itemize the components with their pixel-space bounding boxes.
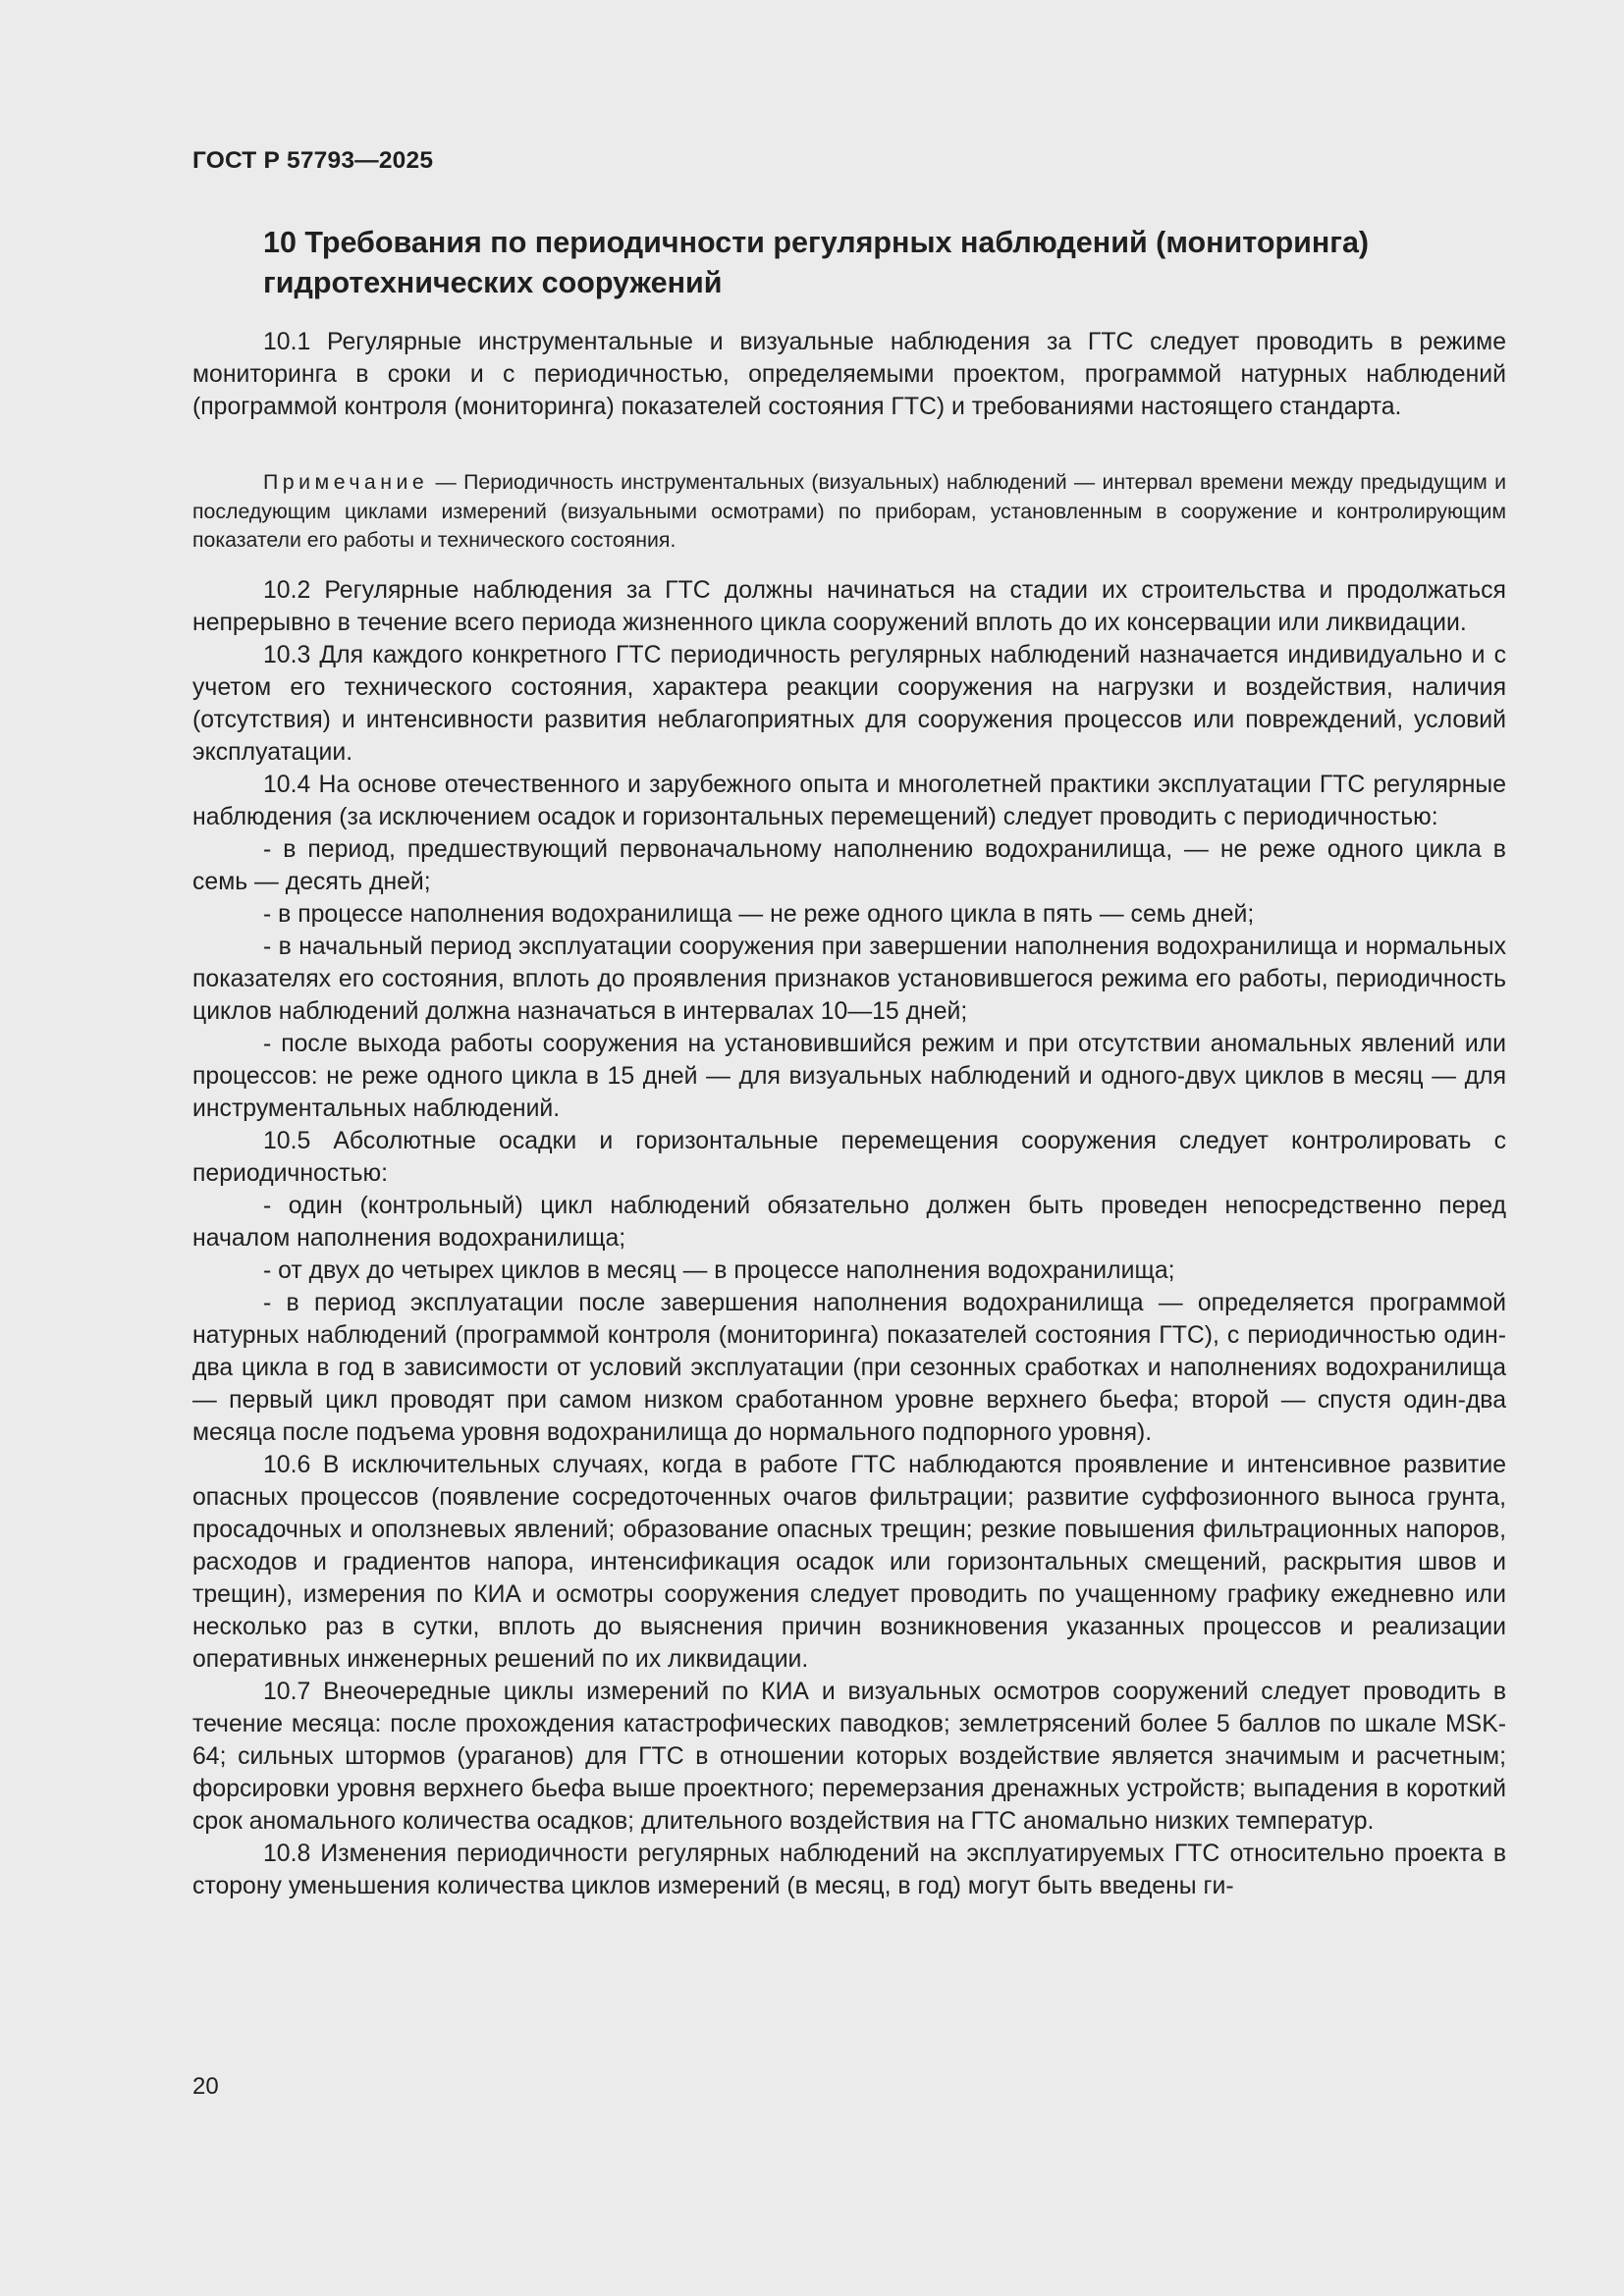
list-item: - в период, предшествующий первоначальному наполнению водохранилища, — не реже одного цикла в семь — десять дней; [192,836,1506,895]
paragraph-10-2: 10.2 Регулярные наблюдения за ГТС должны начинаться на стадии их строительства и продолжаться непрерывно в течение всего периода жизненного цикла сооружений вплоть до их консервации или ликвидации. [192,577,1506,636]
section-title: 10 Требования по периодичности регулярных наблюдений (мониторинга) гидротехнических сооружений [263,226,1370,299]
list-item: - в процессе наполнения водохранилища — не реже одного цикла в пять — семь дней; [263,901,1255,928]
paragraph-10-6: 10.6 В исключительных случаях, когда в работе ГТС наблюдаются проявление и интенсивное развитие опасных процессов (появление сосредоточенных очагов фильтрации; развитие суффозионного выноса грунта, просадочных и оползневых явлений; образование опасных трещин; резкие повышения фильтрационных напоров, расходов и градиентов напора, интенсификация осадок или горизонтальных смещений, раскрытия швов и трещин), измерения по КИА и осмотры сооружения следует проводить по учащенному графику ежедневно или несколько раз в сутки, вплоть до выяснения причин возникновения указанных процессов и реализации оперативных инженерных решений по их ликвидации. [192,1452,1506,1673]
paragraph-10-4: 10.4 На основе отечественного и зарубежного опыта и многолетней практики эксплуатации ГТС регулярные наблюдения (за исключением осадок и горизонтальных перемещений) следует проводить с периодичностью: [192,772,1506,830]
paragraph-10-3: 10.3 Для каждого конкретного ГТС периодичность регулярных наблюдений назначается индивидуально и с учетом его технического состояния, характера реакции сооружения на нагрузки и воздействия, наличия (отсутствия) и интенсивности развития неблагоприятных для сооружения процессов или повреждений, условий эксплуатации. [192,642,1506,766]
list-item: - один (контрольный) цикл наблюдений обязательно должен быть проведен непосредственно перед началом наполнения водохранилища; [192,1193,1506,1252]
document-header: ГОСТ Р 57793—2025 [192,147,434,174]
paragraph-10-5: 10.5 Абсолютные осадки и горизонтальные перемещения сооружения следует контролировать с периодичностью: [192,1128,1506,1187]
page-number: 20 [192,2073,219,2100]
paragraph-10-1: 10.1 Регулярные инструментальные и визуальные наблюдения за ГТС следует проводить в режиме мониторинга в сроки и с периодичностью, определяемыми проектом, программой натурных наблюдений (программой контроля (мониторинга) показателей состояния ГТС) и требованиями настоящего стандарта. [192,329,1506,420]
text-block-1 [192,326,1506,423]
list-item: - в начальный период эксплуатации сооружения при завершении наполнения водохранилища и нормальных показателях его состояния, вплоть до проявления признаков установившегося режима его работы, периодичность циклов наблюдений должна назначаться в интервалах 10—15 дней; [192,934,1506,1025]
paragraph-10-7: 10.7 Внеочередные циклы измерений по КИА и визуальных осмотров сооружений следует проводить в течение месяца: после прохождения катастрофических паводков; землетрясений более 5 баллов по шкале MSK-64; сильных штормов (ураганов) для ГТС в отношении которых воздействие является значимым и расчетным; форсировки уровня верхнего бьефа выше проектного; перемерзания дренажных устройств; выпадения в короткий срок аномального количества осадков; длительного воздействия на ГТС аномально низких температур. [192,1679,1506,1835]
paragraph-10-8: 10.8 Изменения периодичности регулярных наблюдений на эксплуатируемых ГТС относительно проекта в сторону уменьшения количества циклов измерений (в месяц, в год) могут быть введены ги- [192,1841,1506,1899]
note [192,468,1506,556]
note-text: — Периодичность инструментальных (визуальных) наблюдений — интервал времени между предыдущим и последующим циклами измерений (визуальными осмотрами) по приборам, установленным в сооружение и контролирующим показатели его работы и технического состояния. [192,470,1506,552]
list-item: - в период эксплуатации после завершения наполнения водохранилища — определяется программой натурных наблюдений (программой контроля (мониторинга) показателей состояния ГТС), с периодичностью один-два цикла в год в зависимости от условий эксплуатации (при сезонных сработках и наполнениях водохранилища — первый цикл проводят при самом низком сработанном уровне верхнего бьефа; второй — спустя один-два месяца после подъема уровня водохранилища до нормального подпорного уровня). [192,1290,1506,1446]
note-label: Примечание [263,470,429,494]
text-block-2 [192,574,1506,1902]
list-item: - после выхода работы сооружения на установившийся режим и при отсутствии аномальных явлений или процессов: не реже одного цикла в 15 дней — для визуальных наблюдений и одного-двух циклов в месяц — для инструментальных наблюдений. [192,1031,1506,1122]
list-item: - от двух до четырех циклов в месяц — в процессе наполнения водохранилища; [263,1257,1175,1284]
